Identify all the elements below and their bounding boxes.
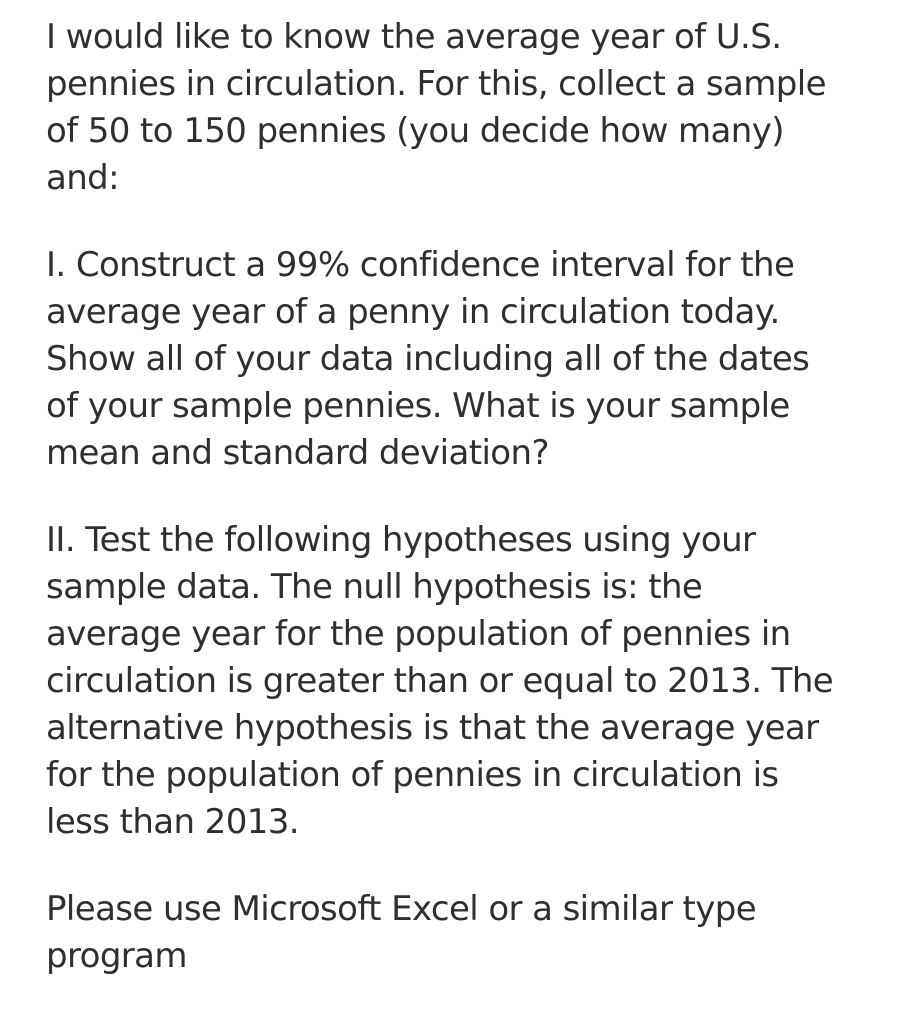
text-line: and: [46, 158, 120, 198]
text-line: for the population of pennies in circulation is [46, 755, 779, 795]
paragraph-part-two [46, 517, 881, 846]
paragraph-gap [46, 202, 881, 242]
text-line: of 50 to 150 pennies (you decide how many) [46, 111, 784, 151]
text-line: sample data. The null hypothesis is: the [46, 567, 703, 607]
paragraph-gap [46, 846, 881, 886]
text-line: average year of a penny in circulation today. [46, 292, 780, 332]
text-line: circulation is greater than or equal to 2013. The [46, 661, 834, 701]
text-line: Please use Microsoft Excel or a similar type [46, 889, 757, 929]
text-line: pennies in circulation. For this, collect a sample [46, 64, 826, 104]
text-line: average year for the population of pennies in [46, 614, 791, 654]
paragraph-part-one [46, 242, 881, 477]
text-line: mean and standard deviation? [46, 433, 549, 473]
text-line: Show all of your data including all of the dates [46, 339, 810, 379]
text-line: alternative hypothesis is that the average year [46, 708, 819, 748]
text-line: I. Construct a 99% confidence interval for the [46, 245, 795, 285]
text-line: I would like to know the average year of U.S. [46, 17, 782, 57]
paragraph-intro [46, 14, 881, 202]
text-line: program [46, 936, 187, 976]
text-line: II. Test the following hypotheses using your [46, 520, 756, 560]
paragraph-gap [46, 477, 881, 517]
text-line: of your sample pennies. What is your sample [46, 386, 790, 426]
paragraph-instructions [46, 886, 881, 980]
text-line: less than 2013. [46, 802, 300, 842]
